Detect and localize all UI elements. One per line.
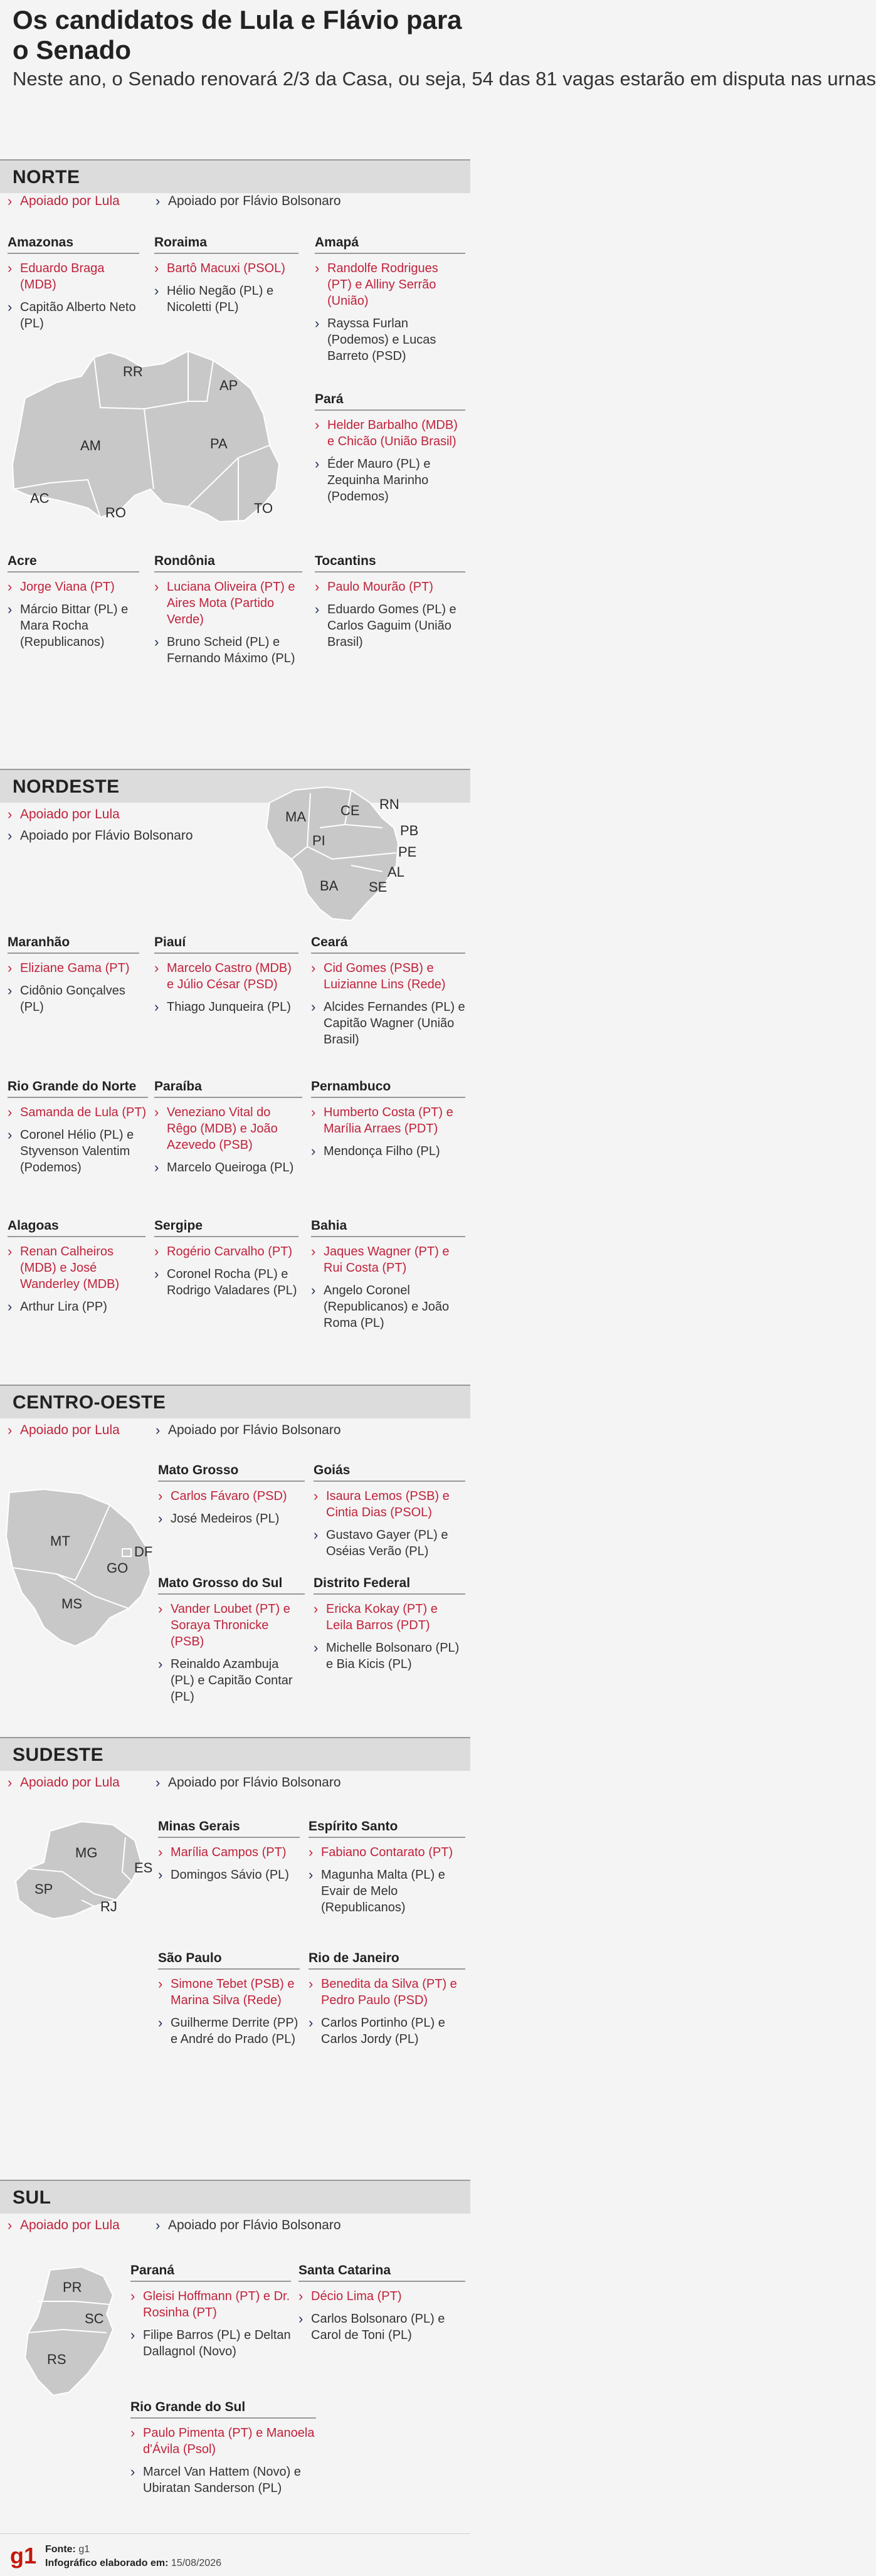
lula-marker-icon: › (158, 1488, 163, 1504)
lula-marker-icon: › (154, 1104, 159, 1120)
state-distrito-federal (314, 1575, 465, 1679)
section-header-centro-oeste (0, 1385, 470, 1418)
flavio-marker-icon: › (315, 601, 320, 617)
g1-logo: g1 (10, 2543, 37, 2568)
flavio-candidate: › Bruno Scheid (PL) e Fernando Máximo (PL) (154, 634, 295, 665)
legend-lula: › Apoiado por Lula (8, 806, 120, 822)
flavio-marker-icon: › (156, 2217, 161, 2233)
flavio-candidate: › Márcio Bittar (PL) e Mara Rocha (Republicanos) (8, 601, 129, 649)
map-label-ac: AC (30, 490, 50, 506)
section-title-sudeste: SUDESTE (13, 1745, 104, 1765)
state-amapa (315, 235, 465, 371)
flavio-candidate: › José Medeiros (PL) (158, 1511, 280, 1526)
flavio-candidate: › Cidônio Gonçalves (PL) (8, 983, 125, 1014)
flavio-marker-icon: › (154, 999, 159, 1015)
state-name: Amapá (315, 235, 465, 254)
flavio-candidate: › Capitão Alberto Neto (PL) (8, 299, 136, 330)
legend-flavio: › Apoiado por Flávio Bolsonaro (156, 193, 341, 209)
flavio-candidate: › Michelle Bolsonaro (PL) e Bia Kicis (PL) (314, 1640, 460, 1671)
map-label-ba: BA (320, 878, 339, 894)
flavio-marker-icon: › (314, 1527, 319, 1543)
lula-marker-icon: › (158, 1976, 163, 1992)
map-region-centro-oeste (6, 1489, 153, 1646)
lula-candidate: › Isaura Lemos (PSB) e Cintia Dias (PSOL) (314, 1488, 450, 1519)
map-label-pa: PA (210, 436, 228, 451)
state-name: Rio Grande do Sul (130, 2399, 316, 2419)
section-header-bar (0, 2180, 470, 2214)
state-name: Roraima (154, 235, 298, 254)
map-label-pi: PI (312, 833, 325, 848)
lula-marker-icon: › (154, 1243, 159, 1259)
lula-candidate: › Eduardo Braga (MDB) (8, 260, 105, 292)
state-rio-de-janeiro (309, 1950, 465, 2054)
legend-flavio: › Apoiado por Flávio Bolsonaro (156, 1775, 341, 1790)
flavio-marker-icon: › (130, 2464, 135, 2479)
state-rondonia (154, 553, 302, 673)
flavio-marker-icon: › (154, 283, 159, 298)
lula-candidate: › Fabiano Contarato (PT) (309, 1844, 453, 1860)
lula-marker-icon: › (154, 960, 159, 976)
state-rio-grande-do-sul (130, 2399, 316, 2503)
lula-candidate: › Paulo Pimenta (PT) e Manoela d'Ávila (Psol) (130, 2425, 315, 2456)
lula-marker-icon: › (311, 1243, 316, 1259)
lula-marker-icon: › (309, 1844, 314, 1860)
section-title-centro-oeste: CENTRO-OESTE (13, 1392, 166, 1413)
map-sul (19, 2257, 132, 2408)
flavio-marker-icon: › (311, 999, 316, 1015)
flavio-marker-icon: › (158, 1656, 163, 1672)
state-paraiba (154, 1079, 302, 1182)
state-name: Mato Grosso (158, 1462, 305, 1482)
legend-lula: › Apoiado por Lula (8, 1422, 120, 1438)
lula-candidate: › Samanda de Lula (PT) (8, 1104, 147, 1120)
flavio-marker-icon: › (8, 1127, 13, 1143)
legend-flavio: › Apoiado por Flávio Bolsonaro (156, 1422, 341, 1438)
state-acre (8, 553, 139, 657)
state-sao-paulo (158, 1950, 300, 2054)
lula-candidate: › Jaques Wagner (PT) e Rui Costa (PT) (311, 1243, 450, 1275)
state-name: Pernambuco (311, 1079, 465, 1098)
state-name: Santa Catarina (298, 2262, 465, 2282)
lula-marker-icon: › (158, 1601, 163, 1617)
lula-marker-icon: › (130, 2425, 135, 2441)
legend-flavio: › Apoiado por Flávio Bolsonaro (156, 2217, 341, 2233)
flavio-marker-icon: › (130, 2327, 135, 2343)
lula-candidate: › Jorge Viana (PT) (8, 579, 115, 594)
flavio-marker-icon: › (158, 2015, 163, 2030)
flavio-candidate: › Guilherme Derrite (PP) e André do Prado (PL) (158, 2015, 298, 2046)
state-parana (130, 2262, 291, 2366)
map-label-mg: MG (75, 1845, 98, 1861)
state-name: Minas Gerais (158, 1819, 300, 1838)
flavio-marker-icon: › (8, 828, 13, 843)
flavio-candidate: › Thiago Junqueira (PL) (154, 999, 291, 1015)
map-sudeste (0, 1812, 157, 1938)
map-label-go: GO (107, 1560, 129, 1576)
flavio-candidate: › Mendonça Filho (PL) (311, 1143, 440, 1159)
flavio-candidate: › Gustavo Gayer (PL) e Oséias Verão (PL) (314, 1527, 448, 1558)
lula-marker-icon: › (8, 579, 13, 594)
flavio-marker-icon: › (298, 2311, 303, 2326)
lula-candidate: › Marília Campos (PT) (158, 1844, 287, 1860)
map-label-ap: AP (219, 377, 238, 393)
map-label-se: SE (369, 879, 388, 895)
map-label-rs: RS (47, 2352, 66, 2367)
lula-marker-icon: › (8, 1104, 13, 1120)
lula-candidate: › Simone Tebet (PSB) e Marina Silva (Rede) (158, 1976, 295, 2007)
map-label-pb: PB (400, 823, 419, 838)
flavio-candidate: › Carlos Portinho (PL) e Carlos Jordy (PL) (309, 2015, 445, 2046)
map-label-df: DF (134, 1544, 153, 1560)
flavio-marker-icon: › (158, 1511, 163, 1526)
map-label-rj: RJ (100, 1899, 117, 1914)
state-roraima (154, 235, 298, 322)
lula-marker-icon: › (158, 1844, 163, 1860)
flavio-marker-icon: › (311, 1282, 316, 1298)
map-region-nordeste (266, 787, 398, 921)
lula-candidate: › Cid Gomes (PSB) e Luizianne Lins (Rede) (311, 960, 446, 991)
flavio-candidate: › Coronel Hélio (PL) e Styvenson Valentim (Podemos) (8, 1127, 134, 1175)
footer (0, 2533, 470, 2576)
lula-candidate: › Vander Loubet (PT) e Soraya Thronicke (PSB) (158, 1601, 290, 1649)
lula-candidate: › Randolfe Rodrigues (PT) e Alliny Serrão (União) (315, 260, 438, 308)
flavio-marker-icon: › (154, 1159, 159, 1175)
flavio-candidate: › Filipe Barros (PL) e Deltan Dallagnol (Novo) (130, 2327, 291, 2358)
section-title-norte: NORTE (13, 167, 80, 187)
map-label-al: AL (388, 864, 404, 880)
flavio-marker-icon: › (309, 2015, 314, 2030)
lula-candidate: › Carlos Fávaro (PSD) (158, 1488, 287, 1504)
lula-marker-icon: › (8, 806, 13, 822)
lula-candidate: › Ericka Kokay (PT) e Leila Barros (PDT) (314, 1601, 438, 1632)
flavio-marker-icon: › (309, 1867, 314, 1882)
map-label-ro: RO (105, 505, 126, 520)
lula-marker-icon: › (8, 1243, 13, 1259)
flavio-marker-icon: › (314, 1640, 319, 1655)
state-name: Rio de Janeiro (309, 1950, 465, 1970)
state-name: Goiás (314, 1462, 465, 1482)
lula-marker-icon: › (8, 960, 13, 976)
flavio-marker-icon: › (158, 1867, 163, 1882)
lula-marker-icon: › (311, 960, 316, 976)
state-minas-gerais (158, 1819, 300, 1889)
lula-marker-icon: › (315, 260, 320, 276)
map-nordeste (257, 765, 433, 928)
lula-marker-icon: › (8, 193, 13, 209)
lula-marker-icon: › (154, 579, 159, 594)
lula-marker-icon: › (8, 1775, 13, 1790)
flavio-marker-icon: › (315, 456, 320, 472)
state-name: Ceará (311, 934, 465, 954)
lula-candidate: › Luciana Oliveira (PT) e Aires Mota (Partido Verde) (154, 579, 295, 626)
lula-marker-icon: › (298, 2288, 303, 2304)
lula-marker-icon: › (130, 2288, 135, 2304)
footer-source: Fonte: g1 (45, 2544, 90, 2555)
state-name: Paraíba (154, 1079, 302, 1098)
lula-candidate: › Décio Lima (PT) (298, 2288, 402, 2304)
lula-marker-icon: › (8, 260, 13, 276)
map-norte (0, 339, 295, 533)
flavio-candidate: › Reinaldo Azambuja (PL) e Capitão Contar (PL) (158, 1656, 293, 1704)
flavio-marker-icon: › (8, 983, 13, 998)
map-label-ce: CE (340, 803, 360, 818)
state-pernambuco (311, 1079, 465, 1166)
state-name: Sergipe (154, 1218, 298, 1237)
lula-marker-icon: › (315, 579, 320, 594)
state-espirito-santo (309, 1819, 465, 1922)
state-amazonas (8, 235, 139, 338)
lula-candidate: › Bartô Macuxi (PSOL) (154, 260, 285, 276)
map-label-pe: PE (398, 844, 417, 860)
flavio-candidate: › Eduardo Gomes (PL) e Carlos Gaguim (União Brasil) (315, 601, 456, 649)
map-label-ms: MS (61, 1596, 82, 1612)
flavio-candidate: › Marcelo Queiroga (PL) (154, 1159, 294, 1175)
flavio-candidate: › Arthur Lira (PP) (8, 1299, 107, 1314)
flavio-marker-icon: › (156, 1775, 161, 1790)
flavio-marker-icon: › (315, 315, 320, 331)
map-label-es: ES (134, 1860, 153, 1876)
footer-credit: Infográfico elaborado em: 15/08/2026 (45, 2558, 221, 2568)
lula-candidate: › Eliziane Gama (PT) (8, 960, 130, 976)
flavio-candidate: › Hélio Negão (PL) e Nicoletti (PL) (154, 283, 274, 314)
map-centro-oeste (0, 1480, 157, 1655)
flavio-candidate: › Domingos Sávio (PL) (158, 1867, 289, 1882)
state-name: Distrito Federal (314, 1575, 465, 1595)
state-name: Paraná (130, 2262, 291, 2282)
flavio-candidate: › Alcides Fernandes (PL) e Capitão Wagner (União Brasil) (311, 999, 465, 1047)
lula-candidate: › Gleisi Hoffmann (PT) e Dr. Rosinha (PT) (130, 2288, 290, 2320)
flavio-candidate: › Coronel Rocha (PL) e Rodrigo Valadares (PL) (154, 1266, 297, 1297)
map-label-rr: RR (123, 364, 143, 379)
state-maranhao (8, 934, 139, 1021)
map-label-am: AM (80, 438, 101, 453)
state-goias (314, 1462, 465, 1566)
flavio-candidate: › Angelo Coronel (Republicanos) e João Roma (PL) (311, 1282, 450, 1330)
state-name: Tocantins (315, 553, 465, 573)
state-name: Pará (315, 391, 465, 411)
legend-lula: › Apoiado por Lula (8, 193, 120, 209)
flavio-candidate: › Rayssa Furlan (Podemos) e Lucas Barreto (PSD) (315, 315, 436, 363)
lula-candidate: › Veneziano Vital do Rêgo (MDB) e João Azevedo (PSB) (154, 1104, 278, 1152)
map-label-ma: MA (285, 809, 306, 825)
flavio-candidate: › Éder Mauro (PL) e Zequinha Marinho (Podemos) (315, 456, 431, 504)
df-marker (122, 1549, 131, 1556)
state-alagoas (8, 1218, 145, 1321)
legend-lula: › Apoiado por Lula (8, 2217, 120, 2233)
legend-lula: › Apoiado por Lula (8, 1775, 120, 1790)
state-name: Espírito Santo (309, 1819, 465, 1838)
lula-marker-icon: › (154, 260, 159, 276)
lula-marker-icon: › (314, 1488, 319, 1504)
state-name: Piauí (154, 934, 298, 954)
lula-marker-icon: › (8, 2217, 13, 2233)
lula-candidate: › Helder Barbalho (MDB) e Chicão (União Brasil) (315, 417, 458, 448)
map-label-rn: RN (379, 796, 399, 812)
lula-candidate: › Benedita da Silva (PT) e Pedro Paulo (PSD) (309, 1976, 457, 2007)
lula-marker-icon: › (315, 417, 320, 433)
map-label-to: TO (254, 500, 273, 516)
lula-marker-icon: › (311, 1104, 316, 1120)
flavio-candidate: › Marcel Van Hattem (Novo) e Ubiratan Sanderson (PL) (130, 2464, 301, 2495)
map-label-mt: MT (50, 1533, 70, 1549)
state-name: Maranhão (8, 934, 139, 954)
flavio-marker-icon: › (154, 1266, 159, 1282)
section-header-sudeste (0, 1737, 470, 1771)
state-ceara (311, 934, 465, 1054)
flavio-candidate: › Magunha Malta (PL) e Evair de Melo (Republicanos) (309, 1867, 445, 1914)
lula-candidate: › Humberto Costa (PT) e Marília Arraes (PDT) (311, 1104, 453, 1136)
state-piaui (154, 934, 298, 1021)
state-mato-grosso-do-sul (158, 1575, 305, 1711)
section-header-norte (0, 159, 470, 193)
lula-candidate: › Rogério Carvalho (PT) (154, 1243, 293, 1259)
state-name: Rio Grande do Norte (8, 1079, 148, 1098)
state-santa-catarina (298, 2262, 465, 2350)
flavio-marker-icon: › (311, 1143, 316, 1159)
state-rio-grande-do-norte (8, 1079, 148, 1182)
state-name: Acre (8, 553, 139, 573)
page-title: Os candidatos de Lula e Flávio para o Senado (13, 5, 462, 65)
section-title-nordeste: NORDESTE (13, 776, 120, 797)
state-name: Rondônia (154, 553, 302, 573)
legend-flavio: › Apoiado por Flávio Bolsonaro (8, 828, 193, 843)
state-name: São Paulo (158, 1950, 300, 1970)
lula-candidate: › Paulo Mourão (PT) (315, 579, 433, 594)
state-bahia (311, 1218, 465, 1338)
state-tocantins (315, 553, 465, 657)
flavio-marker-icon: › (8, 601, 13, 617)
state-sergipe (154, 1218, 298, 1305)
map-region-norte (13, 351, 279, 522)
state-name: Amazonas (8, 235, 139, 254)
state-name: Mato Grosso do Sul (158, 1575, 305, 1595)
state-mato-grosso (158, 1462, 305, 1533)
flavio-marker-icon: › (156, 1422, 161, 1438)
lula-candidate: › Marcelo Castro (MDB) e Júlio César (PSD) (154, 960, 292, 991)
section-header-sul (0, 2180, 470, 2214)
section-title-sul: SUL (13, 2187, 51, 2208)
page-subtitle: Neste ano, o Senado renovará 2/3 da Casa, ou seja, 54 das 81 vagas estarão em disputa nas urnas (13, 68, 876, 90)
lula-marker-icon: › (8, 1422, 13, 1438)
map-label-sp: SP (34, 1881, 53, 1897)
lula-marker-icon: › (309, 1976, 314, 1992)
flavio-candidate: › Carlos Bolsonaro (PL) e Carol de Toni (PL) (298, 2311, 445, 2342)
lula-candidate: › Renan Calheiros (MDB) e José Wanderley (MDB) (8, 1243, 120, 1291)
state-para (315, 391, 465, 511)
flavio-marker-icon: › (156, 193, 161, 209)
map-label-pr: PR (63, 2279, 82, 2295)
lula-marker-icon: › (314, 1601, 319, 1617)
map-label-sc: SC (85, 2311, 104, 2326)
flavio-marker-icon: › (154, 634, 159, 650)
state-name: Alagoas (8, 1218, 145, 1237)
flavio-marker-icon: › (8, 1299, 13, 1314)
state-name: Bahia (311, 1218, 465, 1237)
flavio-marker-icon: › (8, 299, 13, 315)
